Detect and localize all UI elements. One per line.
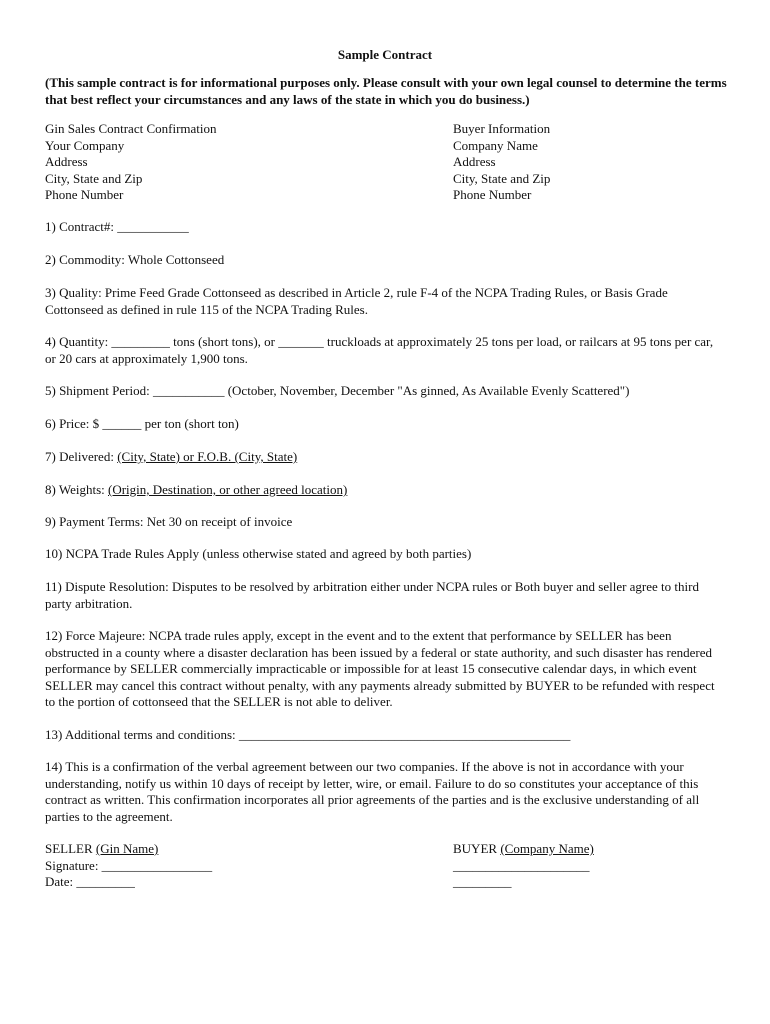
seller-phone: Phone Number bbox=[45, 187, 124, 202]
weights-label: 8) Weights: bbox=[45, 482, 108, 497]
clause-confirmation: 14) This is a confirmation of the verbal agreement between our two companies. If the above is not in accordance with your understanding, notify us within 10 days of receipt by letter, wire, or email. Failure to do so constitutes your acceptance of this contract as written. This confirmation incorporates all prior agreements of the parties and is the exclusive understanding of all parties to the agreement. bbox=[45, 759, 700, 824]
seller-label: SELLER bbox=[45, 841, 96, 856]
signature-line: Signature: _________________ bbox=[45, 857, 213, 873]
buyer-date-blank: _________ bbox=[453, 874, 512, 889]
clause-price: 6) Price: $ ______ per ton (short ton) bbox=[45, 416, 239, 431]
clause-dispute-resolution: 11) Dispute Resolution: Disputes to be resolved by arbitration either under NCPA rules or Both buyer and seller agree to third party arbitration. bbox=[45, 579, 699, 611]
seller-address: Address bbox=[45, 154, 88, 169]
buyer-line bbox=[453, 841, 594, 858]
seller-city: City, State and Zip bbox=[45, 170, 143, 186]
page-title: Sample Contract bbox=[337, 47, 433, 62]
clause-shipment-period: 5) Shipment Period: ___________ (October, November, December "As ginned, As Available Evenly Scattered") bbox=[45, 383, 630, 398]
clause-force-majeure: 12) Force Majeure: NCPA trade rules apply, except in the event and to the extent that performance by SELLER has been obstructed in a county where a disaster declaration has been issued by a federal or state authority, and such disaster has rendered performance by SELLER commercially impracticable or impossible for at least 15 consecutive calendar days, in which event SELLER may cancel this contract without penalty, with any payments already submitted by BUYER to be refunded with respect to the portion of cottonseed that the SELLER is not able to deliver. bbox=[45, 628, 715, 709]
seller-signature-block bbox=[45, 841, 212, 891]
buyer-info-block bbox=[453, 121, 550, 204]
clause-quality: 3) Quality: Prime Feed Grade Cottonseed as described in Article 2, rule F-4 of the NCPA Trading Rules, or Basis Grade Cottonseed as defined in rule 115 of the NCPA Trading Rules. bbox=[45, 285, 668, 317]
buyer-signature-blank: _____________________ bbox=[453, 857, 590, 873]
clause-additional-terms: 13) Additional terms and conditions: ___________________________________________________ bbox=[45, 727, 571, 742]
buyer-signature-block bbox=[453, 841, 594, 891]
delivered-label: 7) Delivered: bbox=[45, 449, 118, 464]
clause-delivered bbox=[45, 449, 725, 466]
buyer-phone: Phone Number bbox=[453, 187, 532, 202]
clause-payment-terms: 9) Payment Terms: Net 30 on receipt of invoice bbox=[45, 514, 293, 529]
weights-value: (Origin, Destination, or other agreed location) bbox=[108, 482, 348, 497]
seller-heading: Gin Sales Contract Confirmation bbox=[45, 121, 217, 136]
delivered-value: (City, State) or F.O.B. (City, State) bbox=[117, 449, 298, 464]
buyer-name: (Company Name) bbox=[500, 841, 594, 856]
clause-quantity: 4) Quantity: _________ tons (short tons), or _______ truckloads at approximately 25 tons per load, or railcars at 95 tons per car, or 20 cars at approximately 1,900 tons. bbox=[45, 334, 714, 366]
clause-contract-number: 1) Contract#: ___________ bbox=[45, 219, 189, 234]
buyer-company: Company Name bbox=[453, 137, 538, 153]
clause-trade-rules: 10) NCPA Trade Rules Apply (unless otherwise stated and agreed by both parties) bbox=[45, 546, 472, 561]
clause-weights bbox=[45, 482, 725, 499]
buyer-label: BUYER bbox=[453, 841, 501, 856]
disclaimer: (This sample contract is for informational purposes only. Please consult with your own legal counsel to determine the terms that best reflect your circumstances and any laws of the state in which you do business.) bbox=[45, 75, 727, 107]
buyer-city: City, State and Zip bbox=[453, 170, 551, 186]
seller-info-block bbox=[45, 121, 217, 204]
buyer-heading: Buyer Information bbox=[453, 121, 551, 136]
buyer-address: Address bbox=[453, 154, 496, 169]
seller-line bbox=[45, 841, 212, 858]
clause-commodity: 2) Commodity: Whole Cottonseed bbox=[45, 252, 225, 267]
date-line: Date: _________ bbox=[45, 874, 135, 889]
seller-company: Your Company bbox=[45, 137, 125, 153]
seller-name: (Gin Name) bbox=[95, 841, 159, 856]
